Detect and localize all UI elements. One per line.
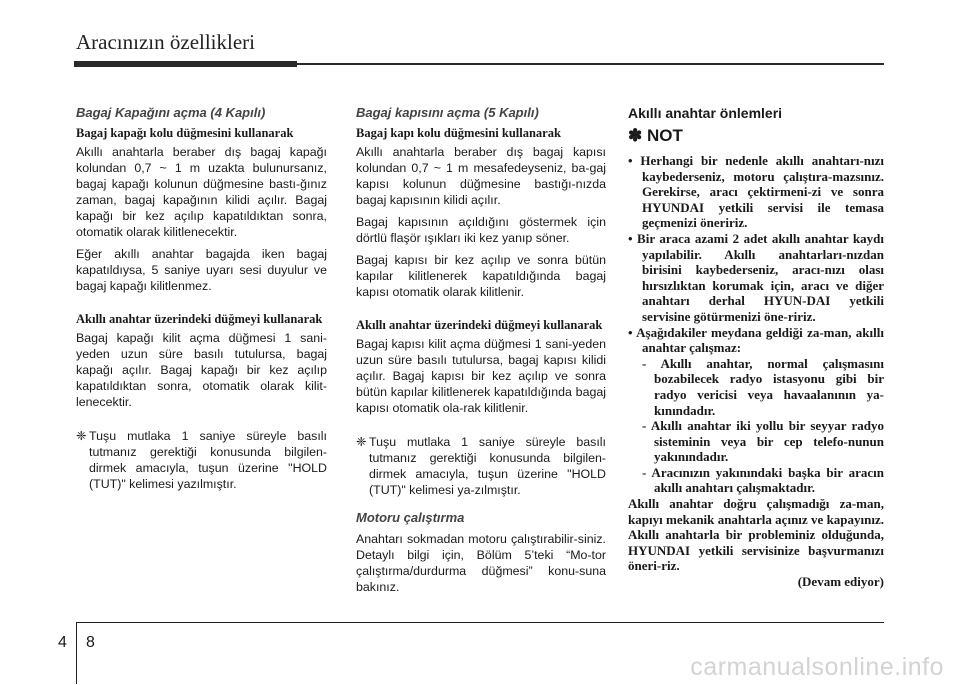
note-hold: [76, 428, 327, 492]
note-symbol-icon: ❈: [76, 429, 87, 443]
section-heading-smart-key: Akıllı anahtar önlemleri: [628, 105, 783, 121]
section-heading-engine-start: Motoru çalıştırma: [356, 510, 465, 525]
list-item: • Bir araca azami 2 adet akıllı anahtar kaydı yapılabilir. Akıllı anahtarları-nızdan birisini kaybederseniz, aracı-nızı olası hırsızlıktan korumak için, aracı ve diğer anahtarı derhal HYUN-DAI yetkili servisine götürmenizi öne-ririz.: [628, 230, 884, 324]
page-header-title: Aracınızın özellikleri: [76, 30, 256, 54]
note-text: Tuşu mutlaka 1 saniye süreyle basılı tutmanız gerektiği konusunda bilgilen-dirmek amacıyla, tuşun üzerine "HOLD (TUT)" kelimesi ya-zılmıştır.: [369, 435, 606, 497]
list-subitem: - Akıllı anahtar, normal çalışmasını bozabilecek radyo istasyonu gibi bir radyo vericisi veya havaalanının ya-kınındadır.: [642, 355, 884, 418]
footer-rule: [76, 622, 884, 623]
paragraph: Akıllı anahtarla beraber dış bagaj kapısı kolundan 0,7 ~ 1 m mesafedeyseniz, ba-gaj kapısı kolunun düğmesine bastığı-nızda bagaj kapısının kilidi açılır.: [356, 145, 606, 207]
list-subitem: - Akıllı anahtar iki yollu bir seyyar radyo sisteminin veya bir cep telefo-nunun yakınındadır.: [642, 418, 884, 465]
paragraph: Bagaj kapısı bir kez açılıp ve sonra bütün kapılar kilitlenerek kapatıldığında bagaj kapısı otomatik olarak kilitlenir.: [356, 253, 606, 299]
section-heading-trunk-5door: Bagaj kapısını açma (5 Kapılı): [356, 105, 539, 120]
paragraph: Akıllı anahtarla beraber dış bagaj kapağı kolundan 0,7 ~ 1 m uzakta bulunursanız, bagaj kapağı kolunun düğmesine bastı-ğınız zaman, bagaj kapağının kilidi açılır. Bagaj kapağı bir kez açılıp kapatıldıktan sonra, otomatik olarak kilitlenecektir.: [76, 145, 327, 239]
header-rule: [297, 63, 884, 65]
note-text: Tuşu mutlaka 1 saniye süreyle basılı tutmanız gerektiği konusunda bilgilen-dirmek amacıyla, tuşun üzerine "HOLD (TUT)" kelimesi yazılmıştır.: [89, 429, 327, 491]
note-title: ✽ NOT: [628, 126, 683, 145]
subheading-key-button: Akıllı anahtar üzerindeki düğmeyi kullanarak: [356, 318, 603, 332]
note-symbol-icon: ❈: [356, 435, 367, 449]
note-hold: [356, 434, 606, 498]
header-bar: [74, 61, 297, 67]
list-item: • Herhangi bir nedenle akıllı anahtarı-nızı kaybederseniz, motoru çalıştıra-mazsınız. Gerekirse, aracı çektirmeni-zi ve sonra HYUNDAI yetkili servisi ile temasa geçmenizi öneririz.: [628, 153, 884, 231]
paragraph: Bagaj kapağı kilit açma düğmesi 1 sani-yeden uzun süre basılı tutulursa, bagaj kapağı açılır. Bagaj kapağı bir kez açılıp kapatıldıktan sonra, otomatik olarak kilit-lenecektir.: [76, 331, 327, 409]
paragraph: Bagaj kapısı kilit açma düğmesi 1 sani-yeden uzun süre basılı tutulursa, bagaj kapısı kilidi açılır. Bagaj kapısı bir kez açılıp ve sonra bütün kapılar kilitlenerek kapatıldığında bagaj kapısı otomatik ola-rak kilitlenir.: [356, 337, 606, 415]
list-item: • Aşağıdakiler meydana geldiği za-man, akıllı anahtar çalışmaz:: [628, 324, 884, 356]
subheading-handle-button: Bagaj kapağı kolu düğmesini kullanarak: [76, 126, 294, 140]
subheading-key-button: Akıllı anahtar üzerindeki düğmeyi kullanarak: [76, 312, 323, 326]
paragraph: Eğer akıllı anahtar bagajda iken bagaj kapatıldıysa, 5 saniye uyarı sesi duyulur ve bagaj kapağı kilitlenmez.: [76, 247, 327, 293]
paragraph: Bagaj kapısının açıldığını göstermek için dörtlü flaşör ışıkları iki kez yanıp söner.: [356, 215, 606, 245]
column-left: [76, 105, 327, 492]
page-number-divider: [76, 622, 77, 684]
watermark: carmanualsonline.info: [690, 653, 944, 681]
page-number: 8: [86, 634, 95, 651]
column-right: [628, 105, 884, 590]
section-heading-trunk-4door: Bagaj Kapağını açma (4 Kapılı): [76, 105, 266, 120]
page-section-number: 4: [58, 634, 67, 651]
subheading-handle-button: Bagaj kapı kolu düğmesini kullanarak: [356, 126, 561, 140]
column-middle: [356, 105, 606, 601]
paragraph: Anahtarı sokmadan motoru çalıştırabilir-siniz. Detaylı bilgi için, Bölüm 5’teki “Mo-tor çalıştırma/durdurma düğmesi” konu-suna bakınız.: [356, 532, 606, 594]
list-subitem: - Aracınızın yakınındaki başka bir aracın akıllı anahtarı çalışmaktadır.: [642, 464, 884, 496]
continued-label: (Devam ediyor): [797, 574, 884, 590]
closing-paragraph: Akıllı anahtar doğru çalışmadığı za-man, kapıyı mekanik anahtarla açınız ve kapayınız. Akıllı anahtarla bir probleminiz olduğunda, HYUNDAI yetkili servisinize başvurmanızı öneri-riz.: [628, 496, 884, 574]
